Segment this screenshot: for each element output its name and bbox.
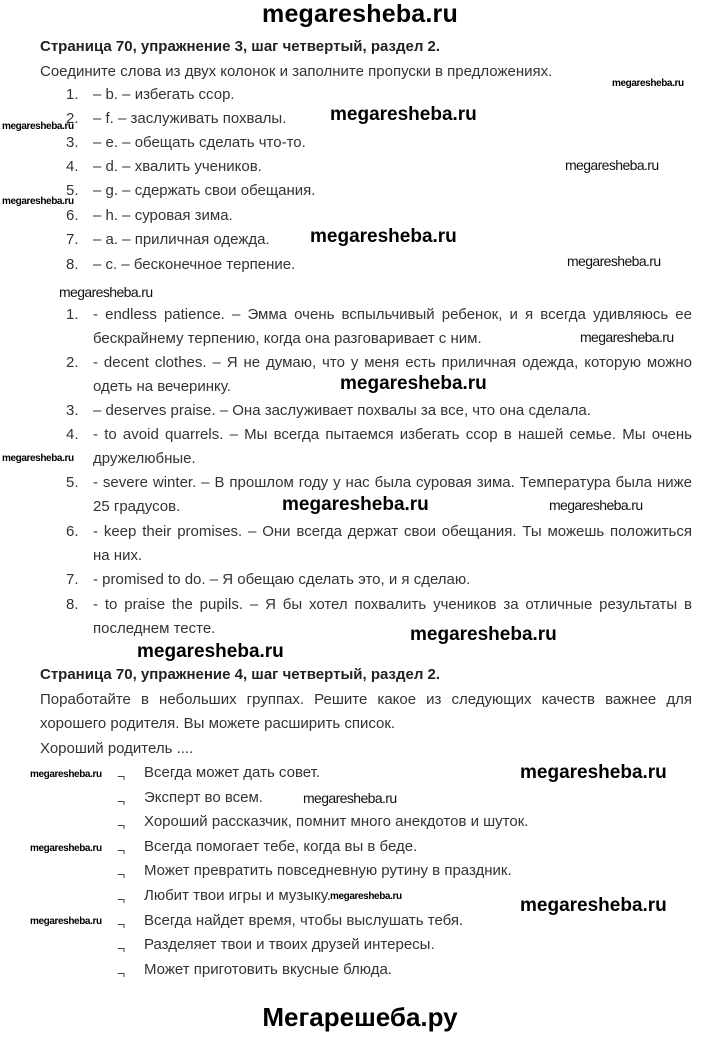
item-text: Всегда может дать совет. [144,764,320,781]
section-2-instruction: Поработайте в небольших группах. Решите какое из следующих качеств важнее для хорошего родителя. Вы можете расширить список. [40,691,692,732]
watermark: megaresheba.ru [30,769,102,780]
item-number: 2. [66,354,79,371]
watermark: megaresheba.ru [330,104,477,125]
item-number: 1. [66,306,79,323]
bullet-icon: ¬ [117,842,126,858]
watermark: megaresheba.ru [330,891,402,902]
item-number: 4. [66,426,79,443]
item-text: – b. – избегать ссор. [93,86,235,103]
watermark: megaresheba.ru [310,226,457,247]
watermark: megaresheba.ru [410,624,557,645]
item-text: Всегда помогает тебе, когда вы в беде. [144,838,418,855]
item-text: – deserves praise. – Она заслуживает похвалы за все, что она сделала. [93,402,591,419]
item-text: - keep their promises. – Они всегда держат свои обещания. Ты можешь положиться на них. [93,523,692,564]
bullet-icon: ¬ [117,768,126,784]
bullet-icon: ¬ [117,866,126,882]
item-number: 5. [66,182,79,199]
item-text: - severe winter. – В прошлом году у нас была суровая зима. Температура была ниже 25 градусов. [93,474,692,515]
item-text: – d. – хвалить учеников. [93,158,262,175]
bullet-icon: ¬ [117,793,126,809]
bullet-icon: ¬ [117,891,126,907]
item-text: Хороший рассказчик, помнит много анекдотов и шуток. [144,813,529,830]
item-number: 6. [66,207,79,224]
watermark: megaresheba.ru [2,196,74,207]
item-text: - endless patience. – Эмма очень вспыльчивый ребенок, и я всегда удивляюсь ее бескрайнему терпению, когда она разговаривает с ним. [93,306,692,347]
watermark: megaresheba.ru [303,790,397,806]
watermark: megaresheba.ru [549,497,643,513]
item-text: – f. – заслуживать похвалы. [93,110,287,127]
item-text: Может приготовить вкусные блюда. [144,961,392,978]
item-number: 4. [66,158,79,175]
footer-brand: Мегарешеба.ру [262,1002,458,1032]
item-number: 8. [66,256,79,273]
watermark: megaresheba.ru [59,284,153,300]
item-text: - promised to do. – Я обещаю сделать это, и я сделаю. [93,571,471,588]
section-1-instruction: Соедините слова из двух колонок и заполните пропуски в предложениях. [40,63,553,80]
watermark: megaresheba.ru [30,843,102,854]
watermark: megaresheba.ru [340,373,487,394]
watermark: megaresheba.ru [137,641,284,662]
bullet-icon: ¬ [117,817,126,833]
site-title: megaresheba.ru [262,0,458,28]
watermark: megaresheba.ru [30,916,102,927]
watermark: megaresheba.ru [520,762,667,783]
item-text: – a. – приличная одежда. [93,231,270,248]
item-number: 7. [66,571,79,588]
bullet-icon: ¬ [117,965,126,981]
item-text: Может превратить повседневную рутину в праздник. [144,862,512,879]
section-2-lead: Хороший родитель .... [40,740,194,757]
item-number: 7. [66,231,79,248]
item-number: 8. [66,596,79,613]
item-number: 6. [66,523,79,540]
item-text: Разделяет твои и твоих друзей интересы. [144,936,435,953]
watermark: megaresheba.ru [2,453,74,464]
watermark: megaresheba.ru [520,895,667,916]
watermark: megaresheba.ru [580,329,674,345]
item-text: Любит твои игры и музыку. [144,887,331,904]
item-text: Всегда найдет время, чтобы выслушать тебя. [144,912,464,929]
watermark: megaresheba.ru [565,157,659,173]
watermark: megaresheba.ru [612,78,684,89]
watermark: megaresheba.ru [567,253,661,269]
item-text: - to praise the pupils. – Я бы хотел похвалить учеников за отличные результаты в последнем тесте. [93,596,692,637]
item-number: 3. [66,134,79,151]
section-2-heading: Страница 70, упражнение 4, шаг четвертый, раздел 2. [40,666,441,683]
item-number: 2. [66,110,79,127]
watermark: megaresheba.ru [2,121,74,132]
item-number: 3. [66,402,79,419]
item-number: 5. [66,474,79,491]
watermark: megaresheba.ru [282,494,429,515]
item-text: Эксперт во всем. [144,789,263,806]
item-text: – h. – суровая зима. [93,207,233,224]
item-text: – e. – обещать сделать что-то. [93,134,306,151]
item-text: - decent clothes. – Я не думаю, что у меня есть приличная одежда, которую можно одеть на вечеринку. [93,354,692,395]
bullet-icon: ¬ [117,916,126,932]
item-text: - to avoid quarrels. – Мы всегда пытаемся избегать ссор в нашей семье. Мы очень дружелюбные. [93,426,692,467]
item-number: 1. [66,86,79,103]
item-text: – c. – бесконечное терпение. [93,256,296,273]
item-text: – g. – сдержать свои обещания. [93,182,316,199]
section-1-heading: Страница 70, упражнение 3, шаг четвертый, раздел 2. [40,38,441,55]
bullet-icon: ¬ [117,940,126,956]
